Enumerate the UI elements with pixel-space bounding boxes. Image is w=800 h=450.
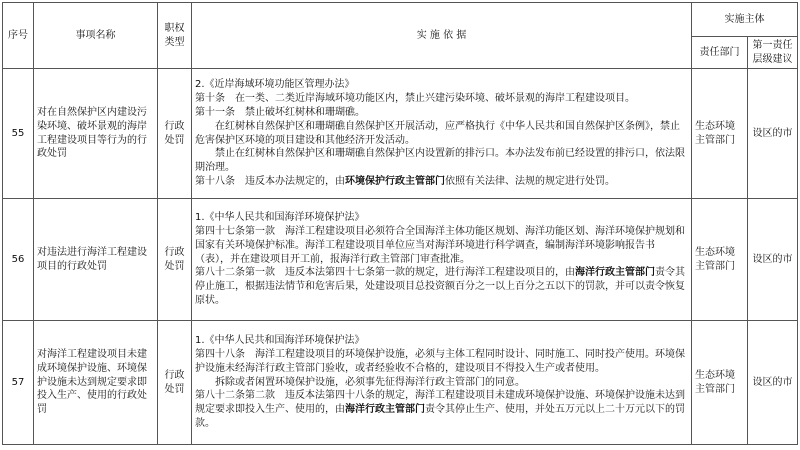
row-dept: 生态环境主管部门 bbox=[692, 199, 748, 321]
row-basis bbox=[192, 321, 692, 445]
basis-paragraph: 第十条 在一类、二类近岸海域环境功能区内，禁止兴建污染环境、破坏景观的海岸工程建设项目。 bbox=[195, 93, 635, 105]
basis-paragraph bbox=[195, 266, 688, 307]
basis-paragraph: 1.《中华人民共和国海洋环境保护法》 bbox=[195, 335, 365, 347]
basis-paragraph: 在红树林自然保护区和珊瑚礁自然保护区开展活动，应严格执行《中华人民共和国自然保护区条例》，禁止危害保护区环境的项目建设和其他经济开发活动。 bbox=[195, 120, 680, 146]
basis-paragraph: 第四十八条 海洋工程建设项目的环境保护设施，必须与主体工程同时设计、同时施工、同时投产使用。环境保护设施未经海洋行政主管部门验收，或者经验收不合格的，建设项目不得投入生产或者使用。 bbox=[195, 349, 685, 374]
row-dept: 生态环境主管部门 bbox=[692, 321, 748, 445]
header-row-1 bbox=[3, 3, 798, 37]
basis-text: 第八十二条第二款 违反本法第四十八条的规定，海洋工程建设项目未建成环境保护设施、环境保护设施未达到规定要求即投入生产、使用的，由 bbox=[195, 390, 685, 416]
row-category: 行政处罚 bbox=[158, 69, 192, 199]
basis-text: 第八十二条第一款 违反本法第四十七条第一款的规定，进行海洋工程建设项目的，由 bbox=[195, 267, 575, 279]
basis-paragraph: 第四十七条第一款 海洋工程建设项目必须符合全国海洋主体功能区规划、海洋功能区划、海洋环境保护规划和国家有关环境保护标准。海洋工程建设项目单位应当对海洋环境进行科学调查，编制海洋环境影响报告书（表），并在建设项目开工前，报海洋行政主管部门审查批准。 bbox=[195, 226, 685, 265]
basis-paragraph: 1.《中华人民共和国海洋环境保护法》 bbox=[195, 212, 365, 224]
row-seq: 57 bbox=[3, 321, 34, 445]
header-subject: 实施主体 bbox=[692, 3, 798, 37]
header-item-name: 事项名称 bbox=[34, 3, 158, 69]
header-basis: 实 施 依 据 bbox=[192, 3, 692, 69]
row-basis bbox=[192, 69, 692, 199]
row-item-name: 对违法进行海洋工程建设项目的行政处罚 bbox=[34, 199, 158, 321]
basis-paragraph: 拆除或者闲置环境保护设施，必须事先征得海洋行政主管部门的同意。 bbox=[215, 376, 525, 388]
row-first-level: 设区的市 bbox=[748, 199, 798, 321]
responsible-authority-highlight: 海洋行政主管部门 bbox=[345, 404, 425, 416]
row-category: 行政处罚 bbox=[158, 199, 192, 321]
basis-text: 依照有关法律、法规的规定进行处罚。 bbox=[445, 175, 615, 187]
basis-paragraph: 第十一条 禁止破坏红树林和珊瑚礁。 bbox=[195, 106, 365, 118]
row-category: 行政处罚 bbox=[158, 321, 192, 445]
header-seq: 序号 bbox=[3, 3, 34, 69]
basis-paragraph bbox=[195, 389, 688, 430]
basis-paragraph: 2.《近岸海域环境功能区管理办法》 bbox=[195, 79, 355, 91]
basis-text: 第十八条 违反本办法规定的，由 bbox=[195, 175, 345, 187]
basis-text: 责令其停止施工，根据违法情节和危害后果，处建设项目总投资额百分之一以上百分之五以下的罚款，并可以责令恢复原状。 bbox=[195, 267, 685, 306]
table-row bbox=[3, 321, 798, 445]
basis-text: 责令其停止生产、使用，并处五万元以上二十万元以下的罚款。 bbox=[195, 404, 685, 429]
table-row bbox=[3, 69, 798, 199]
row-first-level: 设区的市 bbox=[748, 69, 798, 199]
row-dept: 生态环境主管部门 bbox=[692, 69, 748, 199]
row-item-name: 对海洋工程建设项目未建成环境保护设施、环境保护设施未达到规定要求即投入生产、使用的行政处罚 bbox=[34, 321, 158, 445]
row-seq: 55 bbox=[3, 69, 34, 199]
header-category: 职权 类型 bbox=[158, 3, 192, 69]
responsible-authority-highlight: 环境保护行政主管部门 bbox=[345, 175, 445, 187]
basis-paragraph: 禁止在红树林自然保护区和珊瑚礁自然保护区内设置新的排污口。本办法发布前已经设置的排污口，依法限期治理。 bbox=[195, 148, 685, 174]
table-row bbox=[3, 199, 798, 321]
header-first-level: 第一责任 层级建议 bbox=[748, 37, 798, 69]
basis-paragraph bbox=[195, 175, 688, 189]
row-item-name: 对在自然保护区内建设污染环境、破坏景观的海岸工程建设项目等行为的行政处罚 bbox=[34, 69, 158, 199]
row-basis bbox=[192, 199, 692, 321]
responsible-authority-highlight: 海洋行政主管部门 bbox=[575, 267, 655, 279]
row-first-level: 设区的市 bbox=[748, 321, 798, 445]
authority-table bbox=[2, 2, 798, 445]
row-seq: 56 bbox=[3, 199, 34, 321]
header-dept: 责任部门 bbox=[692, 37, 748, 69]
